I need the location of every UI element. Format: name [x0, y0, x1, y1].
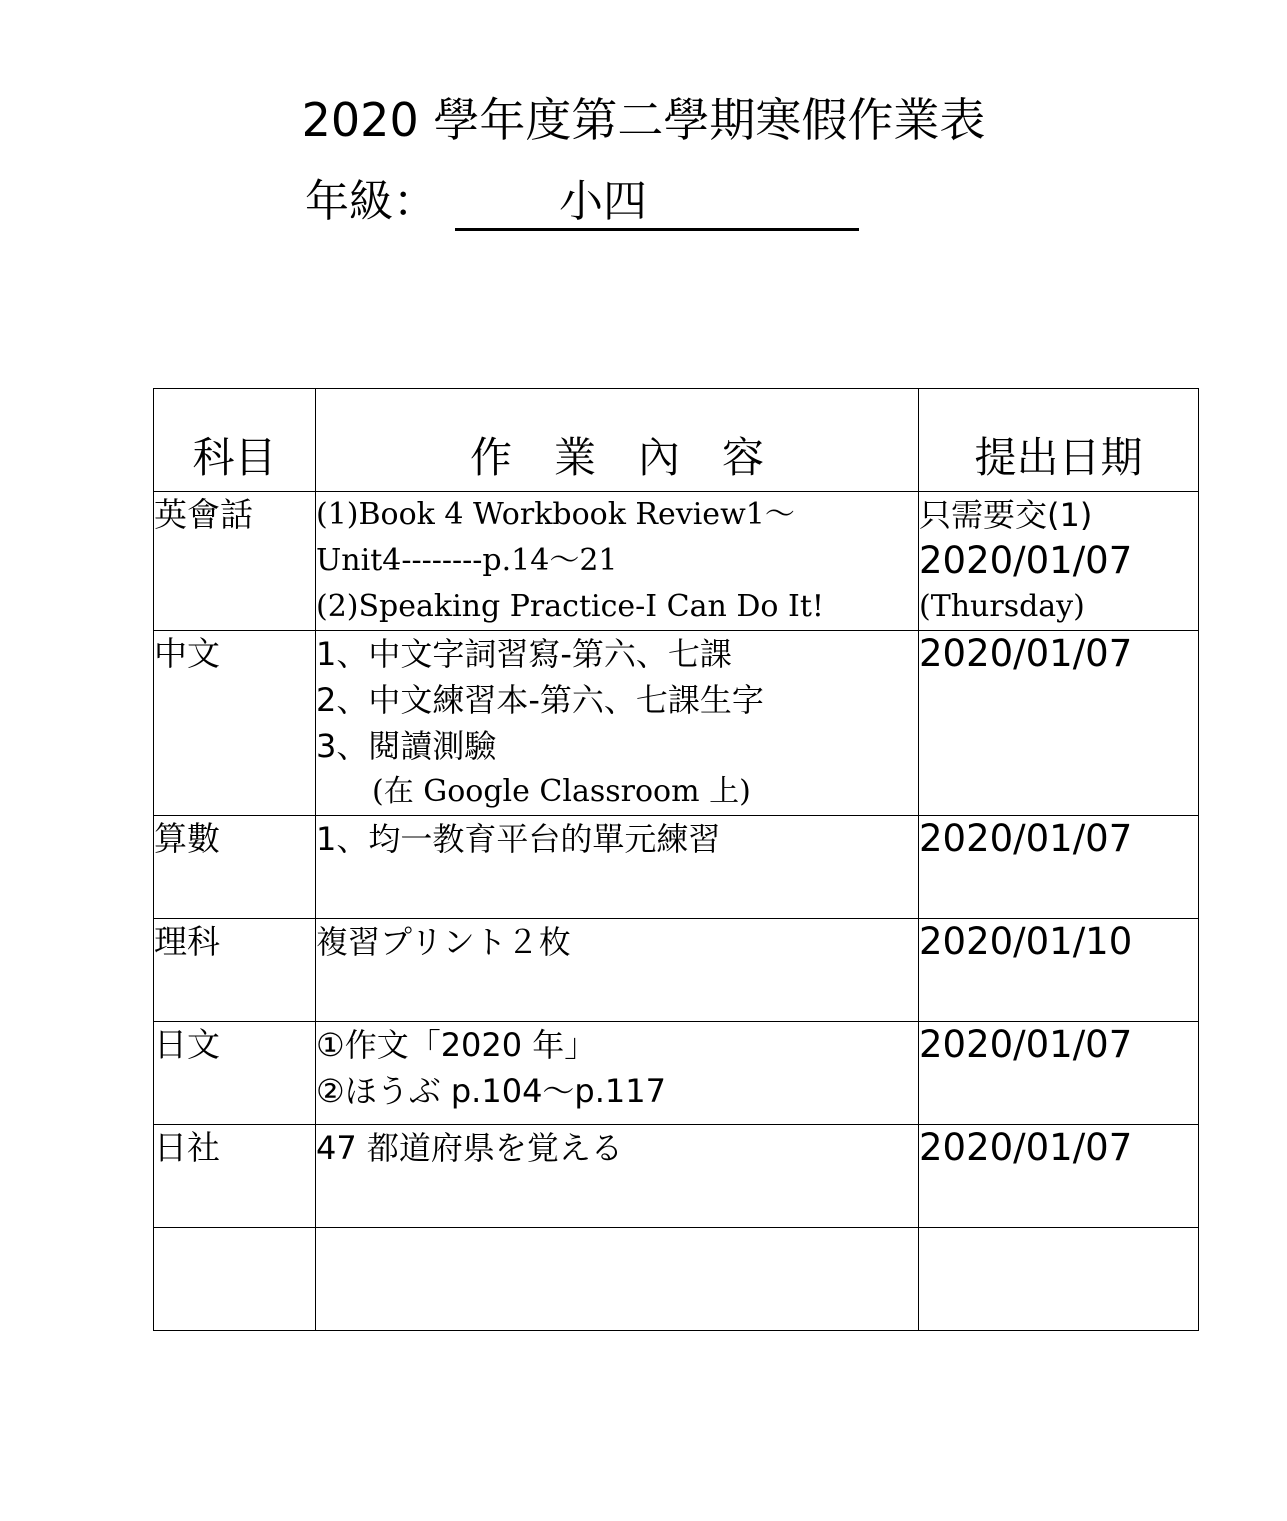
due-note: 只需要交(1) [919, 496, 1093, 534]
table-row [154, 1125, 1199, 1228]
content-line: 1、均一教育平台的單元練習 [316, 820, 721, 858]
grade-underline [455, 172, 859, 231]
subject-cell: 日文 [154, 1022, 316, 1125]
content-cell [316, 631, 919, 816]
due-date: 2020/01/10 [919, 920, 1133, 963]
due-date: 2020/01/07 [919, 539, 1133, 582]
subject-cell: 中文 [154, 631, 316, 816]
content-cell [316, 816, 919, 919]
grade-value: 小四 [559, 176, 647, 227]
content-cell [316, 492, 919, 631]
content-cell [316, 919, 919, 1022]
due-cell [919, 1228, 1199, 1331]
subject-cell: 日社 [154, 1125, 316, 1228]
content-line: ①作文「2020 年」 [316, 1026, 597, 1064]
due-cell [919, 919, 1199, 1022]
due-cell [919, 492, 1199, 631]
content-line: (1)Book 4 Workbook Review1～ [316, 497, 795, 532]
content-cell [316, 1228, 919, 1331]
content-line: 2、中文練習本-第六、七課生字 [316, 681, 764, 719]
grade-label: 年級： [305, 176, 437, 227]
content-line: ②ほうぶ p.104～p.117 [316, 1072, 666, 1110]
table-row-empty [154, 1228, 1199, 1331]
content-cell [316, 1125, 919, 1228]
content-line: Unit4--------p.14～21 [316, 543, 618, 578]
header-subject: 科目 [154, 389, 316, 492]
subject-cell: 英會話 [154, 492, 316, 631]
table-row [154, 492, 1199, 631]
page-title: 2020 學年度第二學期寒假作業表 [301, 93, 986, 147]
due-weekday: (Thursday) [919, 589, 1085, 624]
header-content: 作 業 內 容 [316, 389, 919, 492]
table-row [154, 919, 1199, 1022]
due-cell [919, 816, 1199, 919]
homework-table [153, 388, 1199, 1331]
due-date: 2020/01/07 [919, 632, 1133, 675]
table-row [154, 631, 1199, 816]
header-due-date: 提出日期 [919, 389, 1199, 492]
table-row [154, 1022, 1199, 1125]
content-line: 47 都道府県を覚える [316, 1129, 623, 1167]
due-date: 2020/01/07 [919, 1126, 1133, 1169]
table-header-row [154, 389, 1199, 492]
content-line: 複習プリント２枚 [316, 923, 571, 961]
content-line: (2)Speaking Practice-I Can Do It! [316, 589, 824, 624]
content-line: 1、中文字詞習寫-第六、七課 [316, 635, 732, 673]
content-cell [316, 1022, 919, 1125]
subject-cell: 理科 [154, 919, 316, 1022]
subject-cell [154, 1228, 316, 1331]
due-date: 2020/01/07 [919, 1023, 1133, 1066]
subject-cell: 算數 [154, 816, 316, 919]
due-cell [919, 1125, 1199, 1228]
due-cell [919, 1022, 1199, 1125]
due-cell [919, 631, 1199, 816]
content-line: 3、閱讀測驗 [316, 727, 497, 765]
table-row [154, 816, 1199, 919]
content-line: (在 Google Classroom 上) [372, 774, 751, 809]
due-date: 2020/01/07 [919, 817, 1133, 860]
